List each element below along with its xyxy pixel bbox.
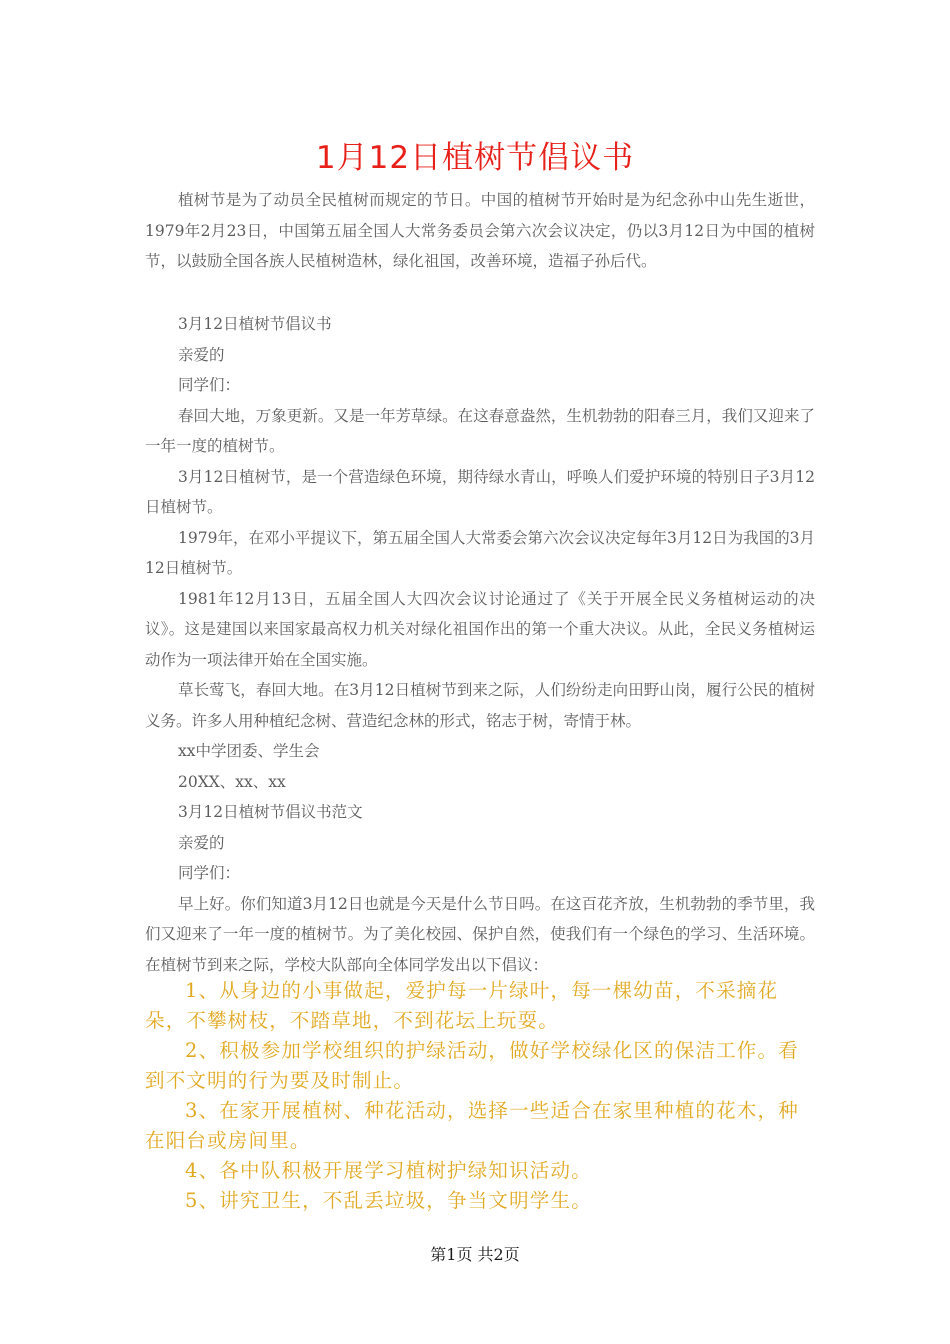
proposal-list [145, 976, 815, 1216]
page-footer: 第1页 共2页 [430, 1245, 520, 1264]
salutation-line: 亲爱的 [178, 833, 225, 852]
body-paragraph: 3月12日植树节，是一个营造绿色环境，期待绿水青山，呼唤人们爱护环境的特别日子3月12日植树节。 [145, 467, 815, 516]
body-paragraph: 草长莺飞，春回大地。在3月12日植树节到来之际，人们纷纷走向田野山岗，履行公民的植树义务。许多人用种植纪念树、营造纪念林的形式，铭志于树，寄情于林。 [145, 681, 815, 730]
proposal-item: 4、各中队积极开展学习植树护绿知识活动。 [185, 1159, 592, 1182]
letter-heading: 3月12日植树节倡议书范文 [178, 803, 363, 821]
signature-line: xx中学团委、学生会 [178, 742, 320, 760]
letter-body [145, 309, 815, 980]
proposal-item: 5、讲究卫生，不乱丢垃圾，争当文明学生。 [185, 1189, 592, 1212]
salutation-line: 同学们： [178, 864, 241, 882]
proposal-item: 3、在家开展植树、种花活动，选择一些适合在家里种植的花木，种在阳台或房间里。 [145, 1099, 799, 1152]
proposal-item: 1、从身边的小事做起，爱护每一片绿叶，每一棵幼苗，不采摘花朵，不攀树枝，不踏草地，不到花坛上玩耍。 [145, 979, 779, 1032]
intro-paragraph: 植树节是为了动员全民植树而规定的节日。中国的植树节开始时是为纪念孙中山先生逝世，1979年2月23日，中国第五届全国人大常务委员会第六次会议决定，仍以3月12日为中国的植树节，以鼓励全国各族人民植树造林，绿化祖国，改善环境，造福子孙后代。 [145, 191, 815, 270]
date-line: 20XX、xx、xx [178, 772, 286, 791]
body-paragraph: 1981年12月13日，五届全国人大四次会议讨论通过了《关于开展全民义务植树运动的决议》。这是建国以来国家最高权力机关对绿化祖国作出的第一个重大决议。从此，全民义务植树运动作为一项法律开始在全国实施。 [145, 589, 815, 669]
salutation-line: 同学们： [178, 376, 241, 394]
body-paragraph: 早上好。你们知道3月12日也就是今天是什么节日吗。在这百花齐放，生机勃勃的季节里，我们又迎来了一年一度的植树节。为了美化校园、保护自然，使我们有一个绿色的学习、生活环境。在植树节到来之际，学校大队部向全体同学发出以下倡议： [145, 894, 815, 974]
document-title: 1月12日植树节倡议书 [315, 140, 635, 176]
proposal-item: 2、积极参加学校组织的护绿活动，做好学校绿化区的保洁工作。看到不文明的行为要及时制止。 [145, 1039, 799, 1092]
letter-heading: 3月12日植树节倡议书 [178, 315, 332, 333]
body-paragraph: 春回大地，万象更新。又是一年芳草绿。在这春意盎然，生机勃勃的阳春三月，我们又迎来了一年一度的植树节。 [145, 406, 815, 455]
salutation-line: 亲爱的 [178, 345, 225, 364]
body-paragraph: 1979年，在邓小平提议下，第五届全国人大常委会第六次会议决定每年3月12日为我国的3月12日植树节。 [145, 528, 815, 577]
